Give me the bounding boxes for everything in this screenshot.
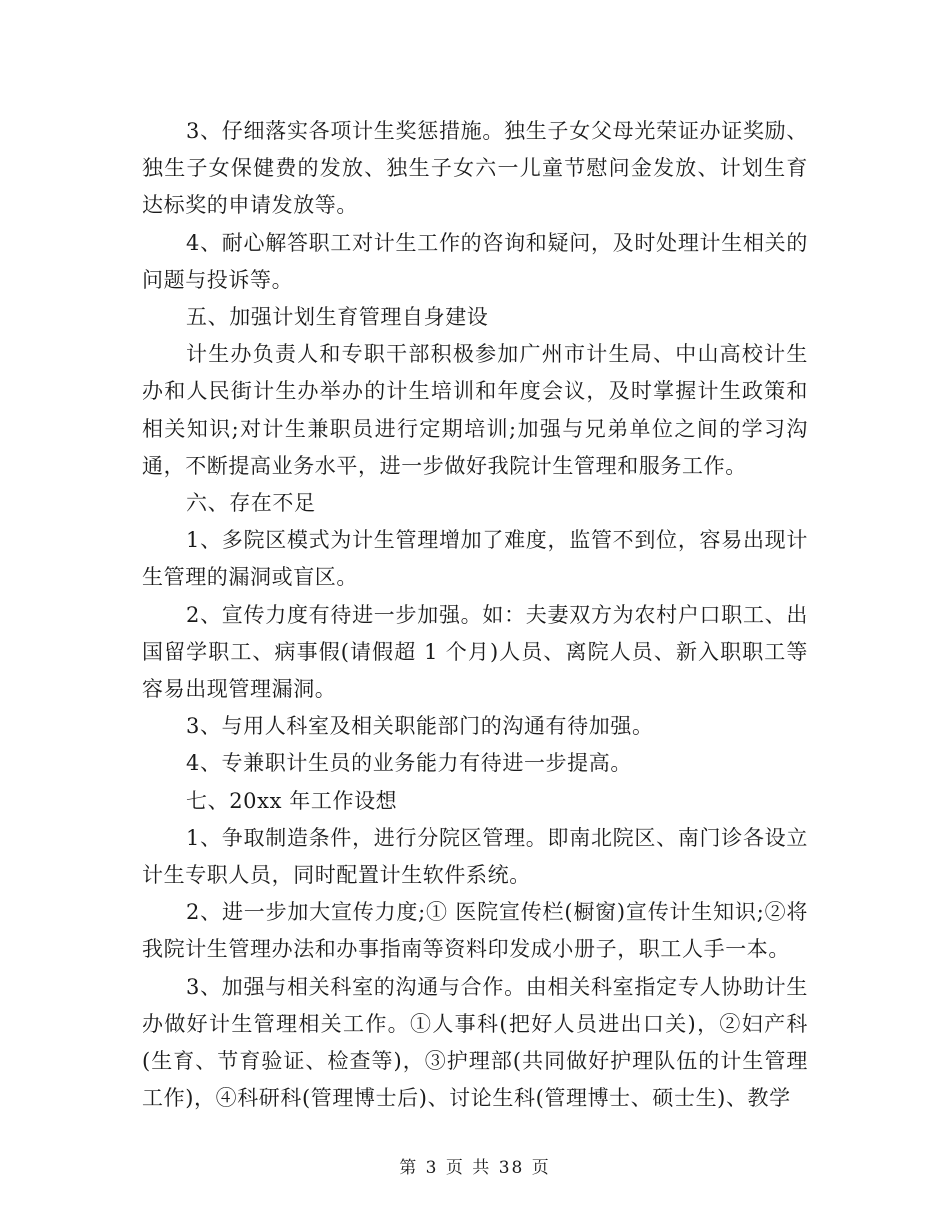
paragraph: 1、争取制造条件，进行分院区管理。即南北院区、南门诊各设立计生专职人员，同时配置计生软件系统。 [142, 825, 808, 888]
paragraph: 1、多院区模式为计生管理增加了难度，监管不到位，容易出现计生管理的漏洞或盲区。 [142, 528, 808, 590]
section-heading: 五、加强计划生育管理自身建设 [186, 305, 489, 330]
paragraph: 4、耐心解答职工对计生工作的咨询和疑问，及时处理计生相关的问题与投诉等。 [142, 230, 808, 292]
paragraph: 4、专兼职计生员的业务能力有待进一步提高。 [186, 751, 632, 776]
paragraph: 2、进一步加大宣传力度;① 医院宣传栏(橱窗)宣传计生知识;②将我院计生管理办法和办事指南等资料印发成小册子，职工人手一本。 [142, 900, 808, 962]
paragraph: 2、宣传力度有待进一步加强。如：夫妻双方为农村户口职工、出国留学职工、病事假(请假超 1 个月)人员、离院人员、新入职职工等容易出现管理漏洞。 [142, 602, 808, 702]
paragraph: 3、与用人科室及相关职能部门的沟通有待加强。 [186, 714, 654, 739]
paragraph: 3、仔细落实各项计生奖惩措施。独生子女父母光荣证办证奖励、独生子女保健费的发放、独生子女六一儿童节慰问金发放、计划生育达标奖的申请发放等。 [142, 119, 808, 218]
paragraph: 计生办负责人和专职干部积极参加广州市计生局、中山高校计生办和人民街计生办举办的计生培训和年度会议，及时掌握计生政策和相关知识;对计生兼职员进行定期培训;加强与兄弟单位之间的学习沟通，不断提高业务水平，进一步做好我院计生管理和服务工作。 [142, 342, 808, 478]
section-heading: 七、20xx 年工作设想 [186, 788, 398, 813]
page-number-footer: 第 3 页 共 38 页 [399, 1158, 551, 1178]
document-body [142, 113, 808, 1117]
paragraph: 3、加强与相关科室的沟通与合作。由相关科室指定专人协助计生办做好计生管理相关工作。①人事科(把好人员进出口关)，②妇产科(生育、节育验证、检查等)，③护理部(共同做好护理队伍的计生管理工作)，④科研科(管理博士后)、讨论生科(管理博士、硕士生)、教学 [142, 974, 808, 1111]
section-heading: 六、存在不足 [186, 491, 316, 516]
